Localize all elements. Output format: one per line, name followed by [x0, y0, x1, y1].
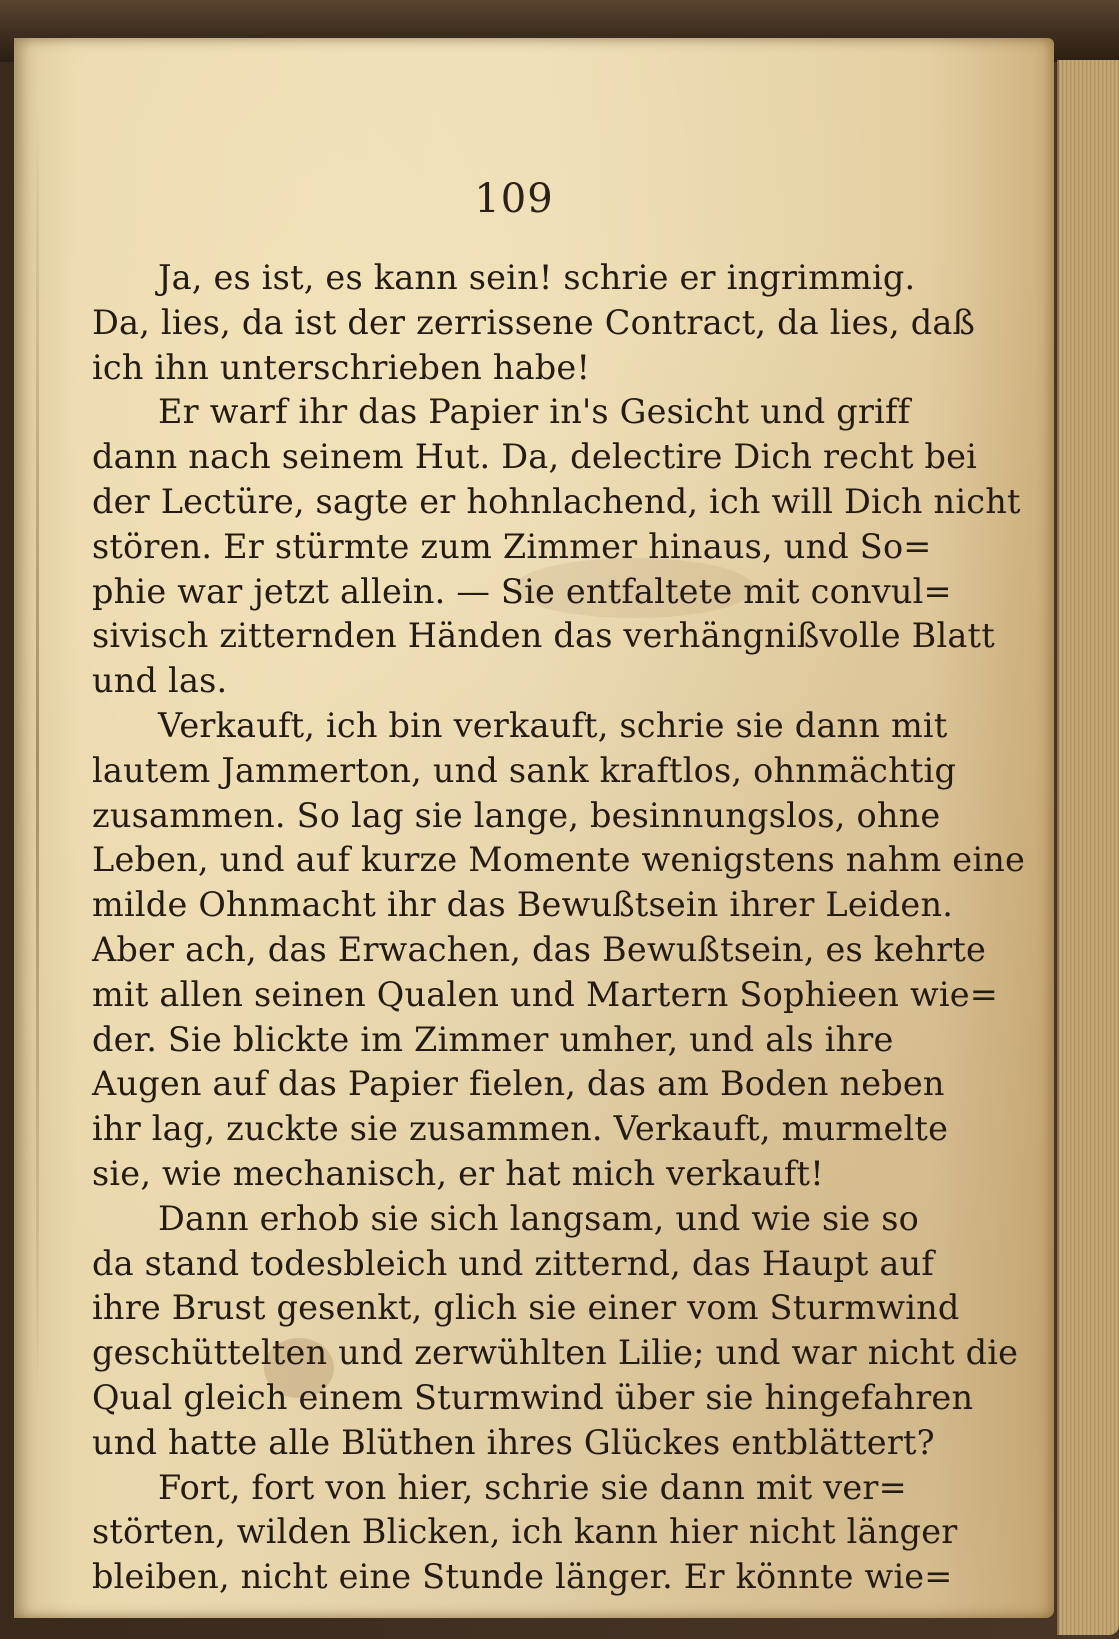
text-line: Dann erhob sie sich langsam, und wie sie so — [158, 1198, 919, 1238]
text-line: zusammen. So lag sie lange, besinnungslos, ohne — [92, 795, 941, 835]
text-line: bleiben, nicht eine Stunde länger. Er könnte wie= — [92, 1557, 953, 1597]
text-line: ich ihn unterschrieben habe! — [92, 347, 591, 387]
text-line: Aber ach, das Erwachen, das Bewußtsein, es kehrte — [92, 929, 987, 969]
text-line: geschüttelten und zerwühlten Lilie; und war nicht die — [92, 1333, 1019, 1373]
text-line: Fort, fort von hier, schrie sie dann mit ver= — [158, 1467, 907, 1507]
text-line: mit allen seinen Qualen und Martern Sophieen wie= — [92, 974, 999, 1014]
text-line: lautem Jammerton, und sank kraftlos, ohnmächtig — [92, 750, 957, 790]
body-text — [92, 256, 1026, 1600]
page-number: 109 — [474, 176, 554, 222]
text-line: Qual gleich einem Sturmwind über sie hingefahren — [92, 1377, 974, 1417]
text-line: sie, wie mechanisch, er hat mich verkauft! — [92, 1153, 824, 1193]
text-line: der. Sie blickte im Zimmer umher, und als ihre — [92, 1019, 894, 1059]
text-line: phie war jetzt allein. — Sie entfaltete mit convul= — [92, 571, 952, 611]
text-line: und hatte alle Blüthen ihres Glückes entblättert? — [92, 1422, 935, 1462]
text-line: sivisch zitternden Händen das verhängnißvolle Blatt — [92, 616, 995, 656]
text-line: ihr lag, zuckte sie zusammen. Verkauft, murmelte — [92, 1109, 949, 1149]
book-page — [14, 38, 1054, 1618]
text-line: störten, wilden Blicken, ich kann hier nicht länger — [92, 1512, 958, 1552]
text-line: Er warf ihr das Papier in's Gesicht und griff — [158, 392, 911, 432]
text-line: der Lectüre, sagte er hohnlachend, ich will Dich nicht — [92, 481, 1021, 521]
text-line: ihre Brust gesenkt, glich sie einer vom Sturmwind — [92, 1288, 960, 1328]
text-line: milde Ohnmacht ihr das Bewußtsein ihrer Leiden. — [92, 885, 954, 925]
text-line: Verkauft, ich bin verkauft, schrie sie dann mit — [158, 705, 948, 745]
text-line: da stand todesbleich und zitternd, das Haupt auf — [92, 1243, 934, 1283]
binding-shadow — [36, 108, 39, 1408]
page-edges — [1057, 60, 1119, 1635]
text-line: dann nach seinem Hut. Da, delectire Dich recht bei — [92, 437, 978, 477]
text-line: Ja, es ist, es kann sein! schrie er ingrimmig. — [158, 258, 916, 297]
text-line: und las. — [92, 661, 228, 701]
text-line: stören. Er stürmte zum Zimmer hinaus, und So= — [92, 526, 932, 566]
text-line: Augen auf das Papier fielen, das am Boden neben — [92, 1064, 945, 1104]
text-line: Leben, und auf kurze Momente wenigstens nahm eine — [92, 840, 1026, 880]
text-line: Da, lies, da ist der zerrissene Contract, da lies, daß — [92, 302, 976, 342]
